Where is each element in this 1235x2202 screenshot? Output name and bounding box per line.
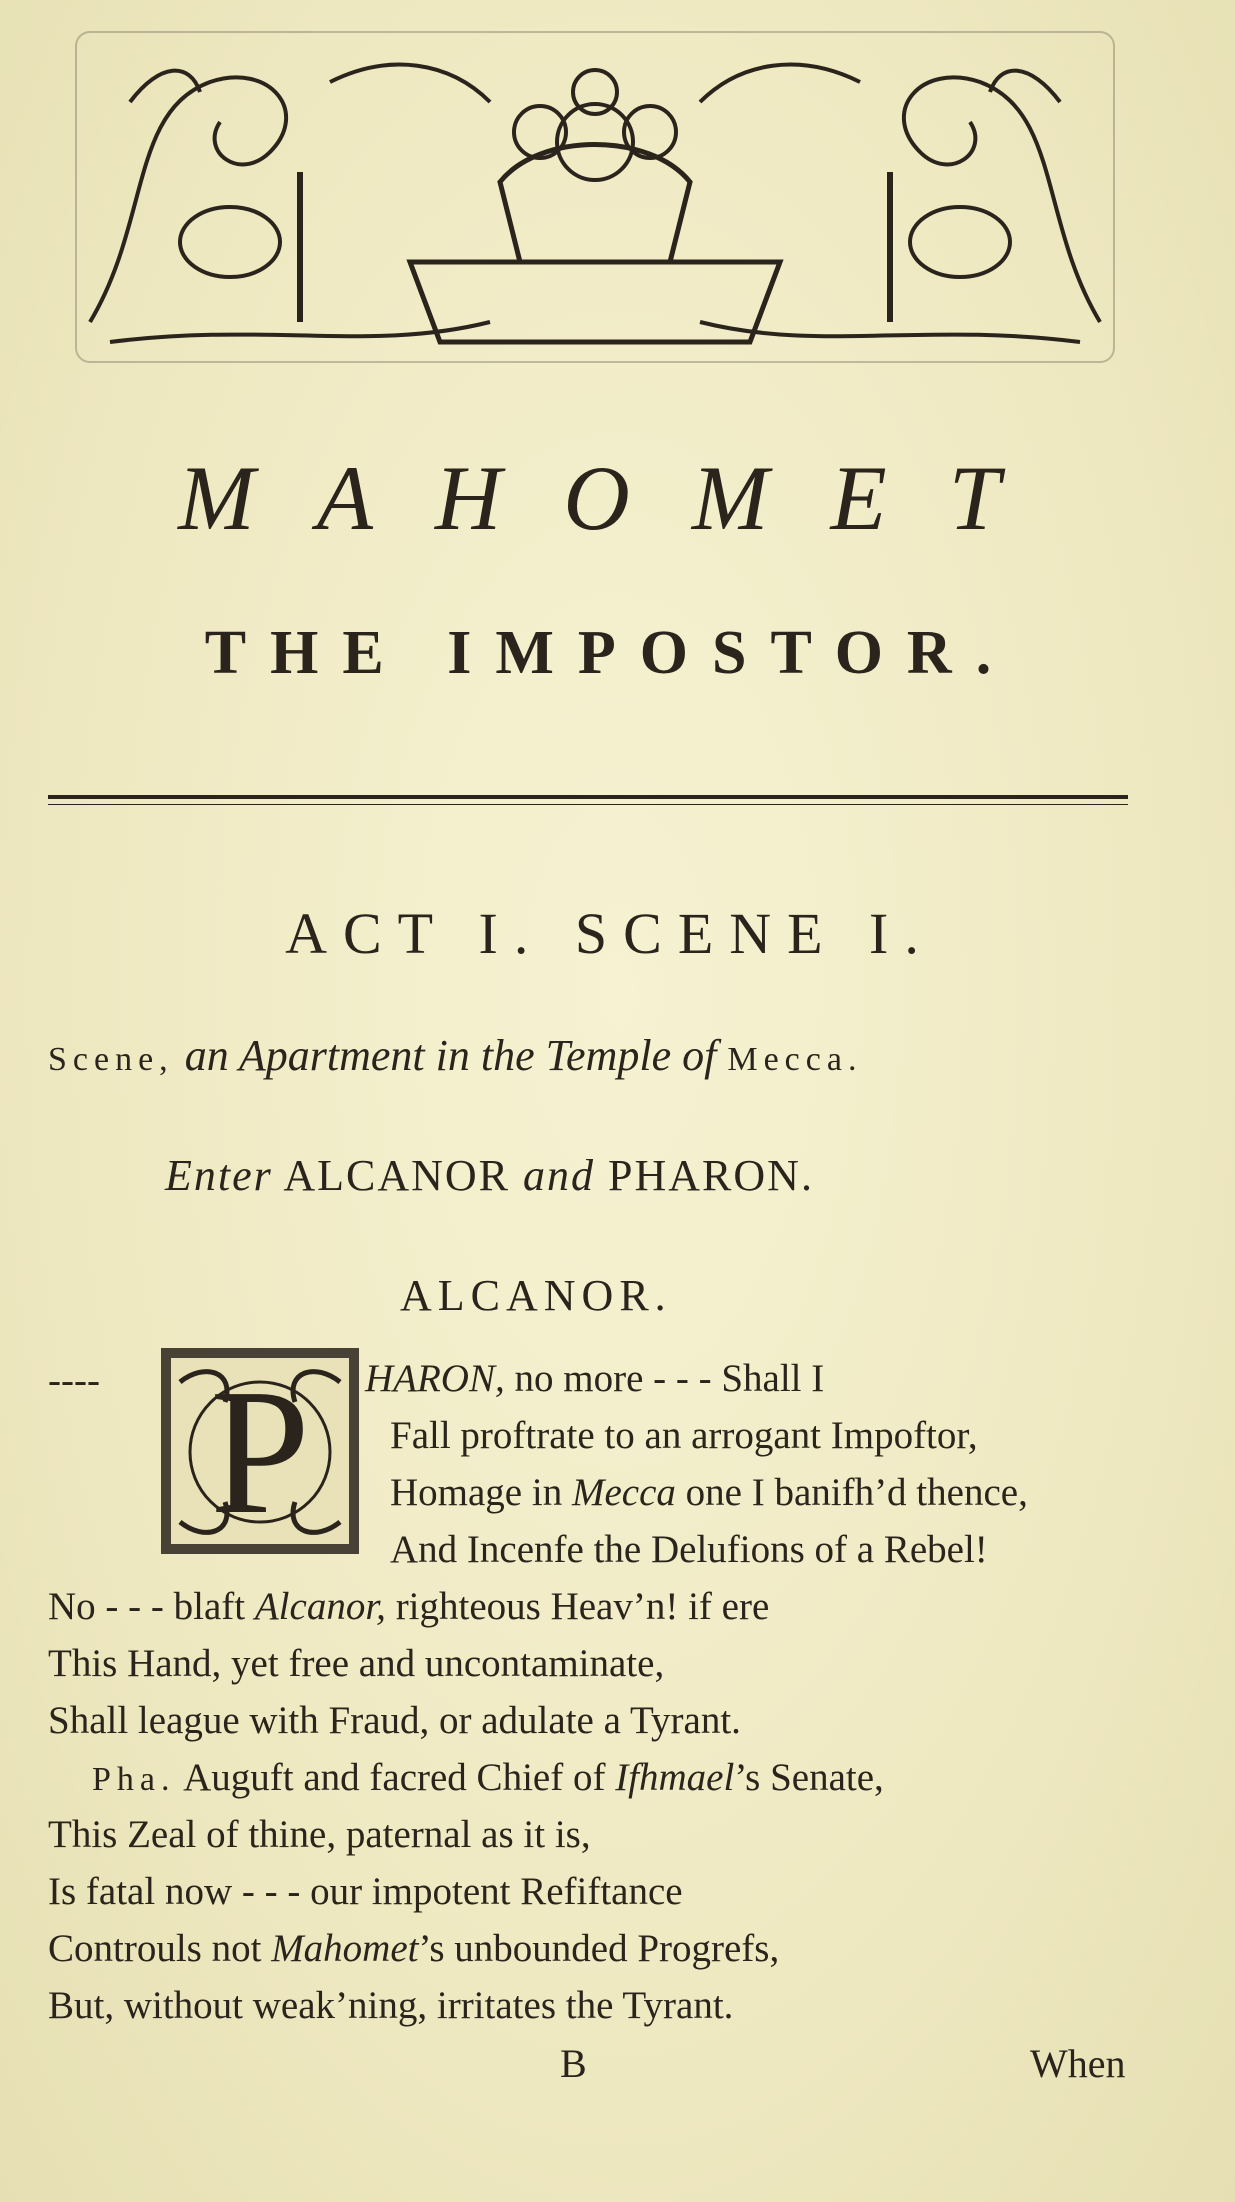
ornamental-headpiece-icon xyxy=(70,22,1120,372)
verse-line-1 xyxy=(48,1358,100,1403)
verse-text: Auguft and facred Chief of xyxy=(175,1756,616,1799)
scene-direction xyxy=(48,1030,1148,1081)
play-title: MAHOMET xyxy=(178,447,1062,549)
thick-rule xyxy=(48,795,1128,799)
act-scene-heading: ACT I. SCENE I. xyxy=(285,901,935,966)
verse-line-7: Shall league with Fraud, or adulate a Tyrant. xyxy=(48,1699,741,1742)
catchword: When xyxy=(1030,2041,1126,2086)
speaker-name: ALCANOR. xyxy=(400,1271,672,1320)
verse-line-10: Is fatal now - - - our impotent Refiftance xyxy=(48,1870,683,1913)
enter-word: Enter xyxy=(165,1151,273,1200)
verse-text: Controuls not xyxy=(48,1927,272,1970)
verse-line-8 xyxy=(92,1755,884,1800)
verse-line-2: Fall proftrate to an arrogant Impoftor, xyxy=(390,1414,978,1457)
verse-text: no more - - - Shall I xyxy=(504,1357,825,1400)
verse-text: ’s Senate, xyxy=(734,1756,884,1799)
verse-text: one I banifh’d thence, xyxy=(675,1471,1028,1514)
verse-name-pharon: HARON, xyxy=(365,1357,505,1400)
enter-and: and xyxy=(523,1151,596,1200)
verse-name-ishmael: Ifhmael xyxy=(615,1756,735,1799)
thin-rule xyxy=(48,804,1128,805)
dropcap-letter: P xyxy=(209,1352,311,1551)
verse-line-9: This Zeal of thine, paternal as it is, xyxy=(48,1813,591,1856)
verse-line-5 xyxy=(48,1584,769,1629)
play-subtitle: THE IMPOSTOR. xyxy=(204,619,1016,687)
verse-line-4: And Incenfe the Delufions of a Rebel! xyxy=(390,1528,988,1571)
verse-text: righteous Heav’n! if ere xyxy=(385,1585,770,1628)
verse-text: No - - - blaft xyxy=(48,1585,255,1628)
stage-direction-enter xyxy=(165,1150,814,1201)
enter-character-2: PHARON. xyxy=(608,1151,814,1200)
scene-label: Scene, xyxy=(48,1041,174,1078)
verse-name-alcanor: Alcanor, xyxy=(254,1585,386,1628)
scene-place: Mecca. xyxy=(727,1041,863,1078)
signature-mark: B xyxy=(560,2041,587,2086)
verse-line-6: This Hand, yet free and uncontaminate, xyxy=(48,1642,665,1685)
verse-line-11 xyxy=(48,1926,779,1971)
verse-line-1-text xyxy=(365,1356,824,1401)
speaker-abbrev: Pha. xyxy=(92,1761,176,1798)
verse-dashes: ---- xyxy=(48,1359,100,1402)
enter-character-1: ALCANOR xyxy=(283,1151,511,1200)
verse-name-mecca: Mecca xyxy=(571,1471,676,1514)
scene-description: an Apartment in the Temple of xyxy=(184,1031,717,1080)
verse-line-3 xyxy=(390,1470,1028,1515)
verse-line-12: But, without weak’ning, irritates the Tyrant. xyxy=(48,1984,734,2027)
dropcap-ornament-icon xyxy=(155,1342,365,1560)
verse-name-mahomet: Mahomet xyxy=(271,1927,419,1970)
verse-text: ’s unbounded Progrefs, xyxy=(418,1927,780,1970)
verse-text: Homage in xyxy=(390,1471,572,1514)
